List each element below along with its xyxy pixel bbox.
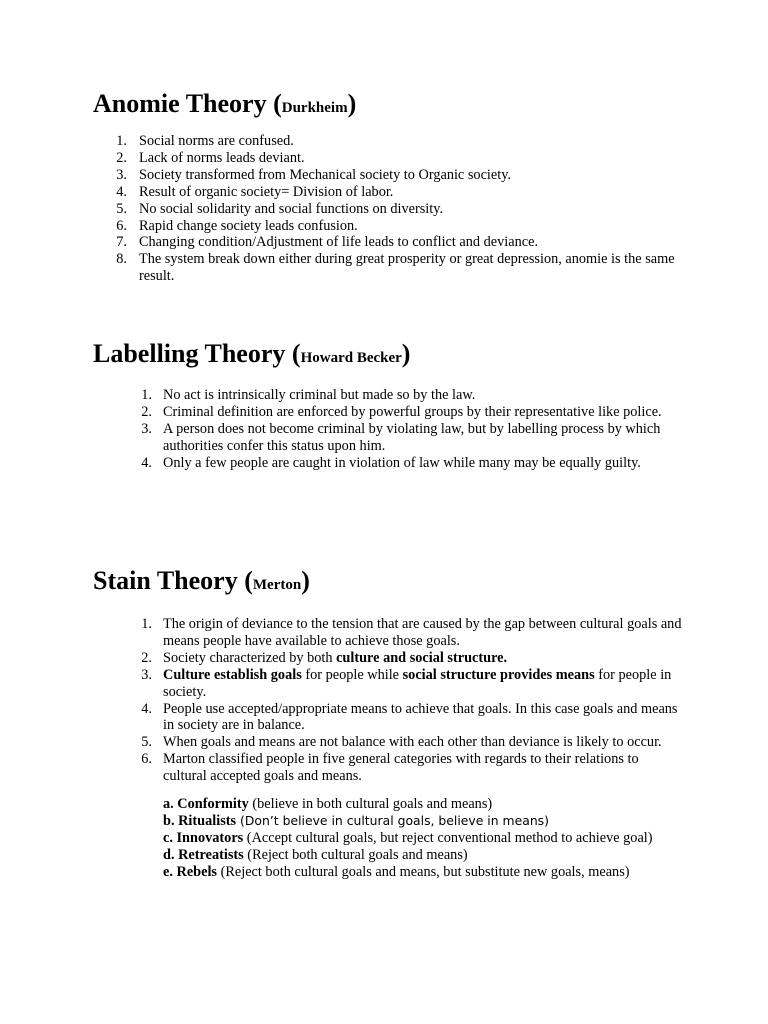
item-number: 7. bbox=[116, 234, 127, 251]
category-item bbox=[163, 796, 683, 813]
anomie-theory-section bbox=[93, 89, 683, 285]
item-text: Society characterized by both bbox=[163, 649, 337, 666]
list-item bbox=[93, 387, 683, 404]
item-emphasis: Culture establish goals bbox=[163, 666, 302, 683]
list-item bbox=[93, 455, 683, 472]
item-number: 6. bbox=[141, 751, 152, 768]
list-item bbox=[93, 218, 683, 235]
category-item bbox=[163, 813, 683, 830]
category-description: (Don’t believe in cultural goals, believe in means) bbox=[236, 812, 549, 828]
anomie-theory-heading: Anomie Theory (Durkheim) bbox=[93, 89, 357, 118]
heading-title: Anomie Theory bbox=[93, 89, 267, 118]
list-item bbox=[93, 701, 683, 735]
item-number: 6. bbox=[116, 217, 127, 234]
item-text: A person does not become criminal by violating law, but by labelling process by which authorities confer this status upon him. bbox=[163, 420, 661, 454]
list-item bbox=[93, 404, 683, 421]
list-item bbox=[93, 133, 683, 150]
category-label: b. Ritualists bbox=[163, 812, 237, 829]
item-text: Rapid change society leads confusion. bbox=[139, 217, 358, 234]
category-item bbox=[163, 864, 683, 881]
item-text: No social solidarity and social functions on diversity. bbox=[139, 200, 444, 217]
item-text: The system break down either during great prosperity or great depression, anomie is the same result. bbox=[139, 251, 675, 285]
heading-title: Labelling Theory bbox=[93, 339, 286, 368]
list-item bbox=[93, 150, 683, 167]
list-item bbox=[93, 650, 683, 667]
list-item bbox=[93, 184, 683, 201]
list-item bbox=[93, 201, 683, 218]
category-label: e. Rebels bbox=[163, 863, 217, 880]
category-label: d. Retreatists bbox=[163, 846, 244, 863]
item-text: Marton classified people in five general categories with regards to their relations to cultural accepted goals and means. bbox=[163, 751, 639, 785]
category-label: c. Innovators bbox=[163, 829, 244, 846]
item-number: 4. bbox=[141, 454, 152, 471]
item-text: Lack of norms leads deviant. bbox=[139, 149, 305, 166]
item-text: for people while bbox=[301, 666, 403, 683]
item-number: 1. bbox=[116, 133, 127, 149]
item-number: 3. bbox=[141, 666, 152, 683]
item-emphasis: social structure provides means bbox=[402, 666, 595, 683]
item-number: 2. bbox=[141, 403, 152, 420]
adaptation-categories-list bbox=[163, 796, 683, 881]
heading-author: Durkheim bbox=[281, 100, 348, 116]
heading-author: Howard Becker bbox=[300, 350, 402, 366]
category-item bbox=[163, 847, 683, 864]
item-text: The origin of deviance to the tension that are caused by the gap between cultural goals and means people have available to achieve those goals. bbox=[163, 616, 682, 649]
strain-theory-list bbox=[93, 616, 683, 785]
item-text: Criminal definition are enforced by powerful groups by their representative like police. bbox=[163, 403, 662, 420]
item-number: 3. bbox=[141, 420, 152, 437]
labelling-theory-section bbox=[93, 339, 683, 472]
category-description: (believe in both cultural goals and means) bbox=[248, 796, 493, 813]
list-item bbox=[93, 167, 683, 184]
category-item bbox=[163, 830, 683, 847]
item-number: 3. bbox=[116, 166, 127, 183]
item-number: 5. bbox=[116, 200, 127, 217]
labelling-theory-heading: Labelling Theory (Howard Becker) bbox=[93, 339, 411, 368]
item-text: Changing condition/Adjustment of life leads to conflict and deviance. bbox=[139, 234, 539, 251]
category-description: (Reject both cultural goals and means, but substitute new goals, means) bbox=[217, 863, 630, 880]
list-item bbox=[93, 421, 683, 455]
anomie-theory-list bbox=[93, 133, 683, 285]
category-label: a. Conformity bbox=[163, 796, 249, 813]
item-text: Social norms are confused. bbox=[139, 133, 294, 149]
heading-author: Merton bbox=[252, 577, 302, 593]
list-item bbox=[93, 251, 683, 285]
labelling-theory-list bbox=[93, 387, 683, 472]
item-text: Only a few people are caught in violation of law while many may be equally guilty. bbox=[163, 454, 641, 471]
item-text: No act is intrinsically criminal but made so by the law. bbox=[163, 387, 476, 403]
item-number: 1. bbox=[141, 616, 152, 632]
item-number: 5. bbox=[141, 734, 152, 751]
item-text: Result of organic society= Division of labor. bbox=[139, 183, 394, 200]
list-item bbox=[93, 234, 683, 251]
item-text: When goals and means are not balance with each other than deviance is likely to occur. bbox=[163, 734, 662, 751]
item-number: 2. bbox=[141, 649, 152, 666]
strain-theory-heading: Stain Theory (Merton) bbox=[93, 566, 310, 595]
item-text: for people in society. bbox=[163, 666, 672, 700]
category-description: (Accept cultural goals, but reject conventional method to achieve goal) bbox=[243, 829, 653, 846]
item-number: 2. bbox=[116, 149, 127, 166]
item-number: 4. bbox=[116, 183, 127, 200]
list-item bbox=[93, 734, 683, 751]
heading-title: Stain Theory bbox=[93, 566, 238, 595]
item-number: 1. bbox=[141, 387, 152, 403]
list-item bbox=[93, 751, 683, 785]
category-description: (Reject both cultural goals and means) bbox=[243, 846, 468, 863]
item-emphasis: culture and social structure. bbox=[336, 649, 508, 666]
list-item bbox=[93, 616, 683, 650]
item-number: 4. bbox=[141, 700, 152, 717]
item-number: 8. bbox=[116, 251, 127, 268]
item-text: Society transformed from Mechanical society to Organic society. bbox=[139, 166, 511, 183]
strain-theory-section bbox=[93, 566, 683, 881]
list-item bbox=[93, 667, 683, 701]
item-text: People use accepted/appropriate means to achieve that goals. In this case goals and means in society are in balance. bbox=[163, 700, 678, 734]
